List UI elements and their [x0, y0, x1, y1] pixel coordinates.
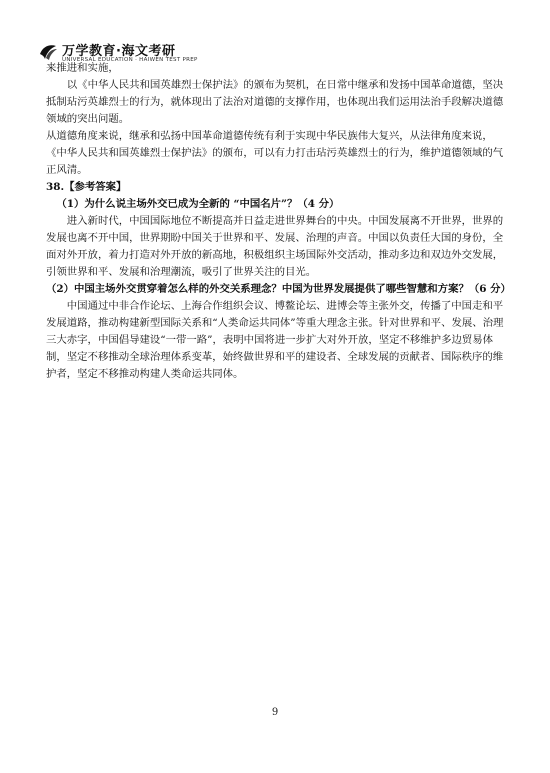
- page-number: 9: [271, 707, 279, 718]
- question-1: （1）为什么说主场外交已成为全新的 “中国名片”？（4 分）: [56, 198, 340, 210]
- paragraph-law-support: 以《中华人民共和国英雄烈士保护法》的颁布为契机，在日常中继承和发扬中国革命道德，坚决抵制玷污英雄烈士的行为，就体现出了法治对道德的支撑作用，也体现出我们运用法治手段解决道德领域的突出问题。: [46, 79, 504, 125]
- brand-logo-icon: [38, 42, 58, 62]
- question-2: （2）中国主场外交贯穿着怎么样的外交关系理念？中国为世界发展提供了哪些智慧和方案？（6 分）: [46, 283, 511, 295]
- answer-2: 中国通过中非合作论坛、上海合作组织会议、博鳌论坛、进博会等主张外交，传播了中国走和平发展道路，推动构建新型国际关系和“人类命运共同体”等重大理念主张。针对世界和平、发展、治理三大赤字，中国倡导建设“一带一路”，表明中国将进一步扩大对外开放，坚定不移维护多边贸易体制，坚定不移推动全球治理体系变革，始终做世界和平的建设者、全球发展的贡献者、国际秩序的维护者，坚定不移推动构建人类命运共同体。: [46, 300, 504, 380]
- brand-name: 万学教育·海文考研: [62, 44, 176, 59]
- brand-subtitle: UNIVERSAL EDUCATION · HAIWEN TEST PREP: [62, 57, 198, 63]
- paragraph-moral-legal: 从道德角度来说，继承和弘扬中国革命道德传统有利于实现中华民族伟大复兴，从法律角度来说，《中华人民共和国英雄烈士保护法》的颁布，可以有力打击玷污英雄烈士的行为，维护道德领域的气正风清。: [46, 130, 504, 176]
- answer-title: 38.【参考答案】: [46, 181, 127, 193]
- answer-1: 进入新时代，中国国际地位不断提高并日益走进世界舞台的中央。中国发展离不开世界，世界的发展也离不开中国，世界期盼中国关于世界和平、发展、治理的声音。中国以负责任大国的身份，全面对外开放，着力打造对外开放的新高地，积极组织主场国际外交活动，推动多边和双边外交发展，引领世界和平、发展和治理潮流，吸引了世界关注的目光。: [46, 215, 504, 278]
- document-body: [46, 60, 511, 383]
- paragraph-continuation: 来推进和实施，: [46, 62, 119, 74]
